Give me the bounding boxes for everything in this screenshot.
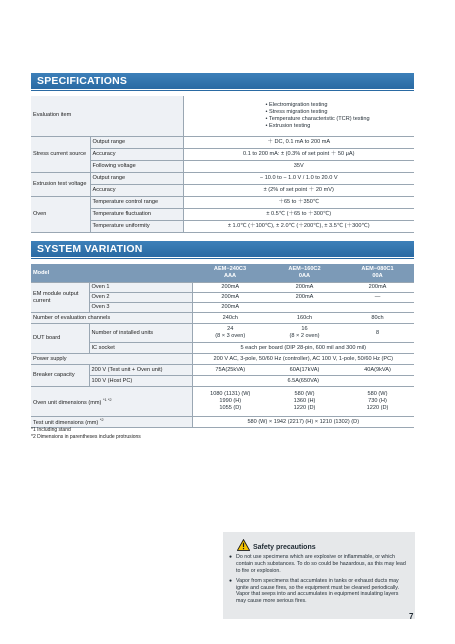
oven-label: Oven <box>31 196 90 232</box>
model-col-240 <box>192 264 268 283</box>
page-number: 7 <box>409 612 414 621</box>
cell <box>192 387 268 417</box>
evaluation-item-list <box>183 96 414 136</box>
specifications-header <box>31 73 414 89</box>
safety-item: ● Do not use specimens which are explosive or inflammable, or which contain such substances. To do so could be hazardous, as this may lead to fire or explosion. <box>229 554 409 575</box>
system-variation-header <box>31 241 414 257</box>
spec-value: 0.1 to 200 mA: ± (0.3% of set point ＋ 50 μA) <box>183 148 414 160</box>
spec-value: ＋65 to ＋350℃ <box>183 196 414 208</box>
safety-title: Safety precautions <box>253 543 316 551</box>
spec-sub-label: Accuracy <box>90 184 183 196</box>
cell-line: 1220 (D) <box>366 404 389 411</box>
specifications-title: SPECIFICATIONS <box>37 75 128 87</box>
model-col-160 <box>268 264 341 283</box>
breaker-label: Breaker capacity <box>31 365 89 387</box>
footnote-ref: *1 *2 <box>102 396 112 402</box>
evaluation-bullet: • Stress migration testing <box>265 108 328 115</box>
model-suffix: 0AA <box>298 273 311 279</box>
cell: 200mA <box>268 293 341 303</box>
safety-item: ● Vapor from specimens that accumlates in tanks or exhaust ducts may ignite and cause fires, so the equipment must be cleaned periodically. Vapor that seeps into and accumulates in equipment insulating layers may cause more serious fires. <box>229 578 409 606</box>
row-label: Number of installed units <box>89 324 192 343</box>
cell: 80ch <box>341 313 414 324</box>
cell-line: (8 × 2 oven) <box>289 333 320 339</box>
table-row <box>31 324 414 343</box>
cell-line: 24 <box>227 326 234 333</box>
table-row <box>31 376 414 387</box>
cell: 60A(17kVA) <box>268 365 341 376</box>
cell <box>192 324 268 343</box>
cell <box>341 303 414 313</box>
cell-line: 580 (W) <box>294 391 315 398</box>
spec-sub-label: Temperature fluctuation <box>90 208 183 220</box>
cell-line: 730 (H) <box>368 398 387 404</box>
spec-row <box>31 136 414 148</box>
spec-sub-label: Accuracy <box>90 148 183 160</box>
safety-precautions-box <box>223 532 415 619</box>
evaluation-bullet: • Extrusion testing <box>265 122 311 129</box>
table-row <box>31 387 414 417</box>
spec-value: 35V <box>183 160 414 172</box>
spec-value: ± 1.0℃ (＋100℃), ± 2.0℃ (＋200℃), ± 3.5℃ (＋300℃) <box>183 220 414 232</box>
row-label: Oven 2 <box>89 293 192 303</box>
table-row <box>31 283 414 293</box>
power-supply-label: Power supply <box>31 354 192 365</box>
row-label: Oven 1 <box>89 283 192 293</box>
row-label: 100 V (Host PC) <box>89 376 192 387</box>
footnote: *2 Dimensions in parentheses include protrusions <box>31 433 141 440</box>
table-row <box>31 354 414 365</box>
model-name: AEM−160C2 <box>288 266 321 273</box>
table-row <box>31 365 414 376</box>
table-row <box>31 313 414 324</box>
cell: 75A(25kVA) <box>192 365 268 376</box>
row-label: Oven 3 <box>89 303 192 313</box>
model-suffix: 00A <box>372 273 383 279</box>
spec-sub-label: Temperature uniformity <box>90 220 183 232</box>
test-dims-text: Test unit dimensions (mm) <box>33 419 99 426</box>
oven-dims-label <box>31 387 192 417</box>
channels-label: Number of evaluation channels <box>31 313 192 324</box>
cell: 200mA <box>192 293 268 303</box>
spec-value: ± (2% of set point ＋ 20 mV) <box>183 184 414 196</box>
system-variation-table <box>31 264 414 428</box>
cell-line: 1220 (D) <box>293 404 316 411</box>
model-col-080 <box>341 264 414 283</box>
row-label: 200 V (Test unit + Oven unit) <box>89 365 192 376</box>
spec-sub-label: Output range <box>90 172 183 184</box>
em-output-label: EM module output current <box>31 283 89 313</box>
table-row <box>31 343 414 354</box>
model-name: AEM−240C3 <box>213 266 247 273</box>
spec-value: ＋ DC, 0.1 mA to 200 mA <box>183 136 414 148</box>
spec-row-evaluation <box>31 96 414 136</box>
specifications-table <box>31 96 414 233</box>
cell: 40A(9kVA) <box>341 365 414 376</box>
cell <box>268 387 341 417</box>
spec-sub-label: Output range <box>90 136 183 148</box>
cell-line: (8 × 3 oven) <box>215 333 246 339</box>
cell: 580 (W) × 1942 (2217) (H) × 1210 (1302) (D) <box>192 417 414 428</box>
spec-value: − 10.0 to − 1.0 V / 1.0 to 20.0 V <box>183 172 414 184</box>
cell: 160ch <box>268 313 341 324</box>
spec-sub-label: Temperature control range <box>90 196 183 208</box>
dut-board-label: DUT board <box>31 324 89 354</box>
evaluation-bullet: • Electromigration testing <box>265 101 328 108</box>
model-header: Model <box>31 264 192 283</box>
row-label: IC socket <box>89 343 192 354</box>
spec-sub-label: Following voltage <box>90 160 183 172</box>
table-row <box>31 303 414 313</box>
cell-line: 1990 (H) <box>219 398 242 404</box>
system-variation-title: SYSTEM VARIATION <box>37 243 143 255</box>
cell-line: 1080 (1131) (W) <box>210 391 251 398</box>
safety-list <box>229 554 409 608</box>
test-dims-label <box>31 417 192 428</box>
table-row <box>31 417 414 428</box>
spec-row <box>31 196 414 208</box>
cell: 200 V AC, 3-pole, 50/60 Hz (controller), AC 100 V, 1-pole, 50/60 Hz (PC) <box>192 354 414 365</box>
footnote-ref: *2 <box>99 417 104 423</box>
stress-current-label: Stress current source <box>31 136 90 172</box>
cell: 240ch <box>192 313 268 324</box>
footnote: *1 Including stand <box>31 427 71 433</box>
spec-row <box>31 172 414 184</box>
model-name: AEM−080C1 <box>361 266 394 273</box>
extrusion-voltage-label: Extrusion test voltage <box>31 172 90 196</box>
evaluation-item-label: Evaluation item <box>31 96 183 136</box>
oven-dims-text: Oven unit dimensions (mm) <box>33 399 102 406</box>
cell: 200mA <box>341 283 414 293</box>
footnotes <box>31 427 141 441</box>
cell: 5 each per board (DIP 28-pin, 600 mil and 300 mil) <box>192 343 414 354</box>
cell-line: 580 (W) <box>367 391 388 398</box>
table-row <box>31 293 414 303</box>
cell <box>268 303 341 313</box>
evaluation-bullet: • Temperature characteristic (TCR) testing <box>265 115 370 122</box>
spec-value: ± 0.5℃ (＋65 to ＋300℃) <box>183 208 414 220</box>
cell: 6.5A(650VA) <box>192 376 414 387</box>
cell <box>341 387 414 417</box>
cell: 200mA <box>192 283 268 293</box>
cell: 200mA <box>268 283 341 293</box>
system-header-row <box>31 264 414 283</box>
cell-line: 16 <box>301 326 308 333</box>
cell-line: 1360 (H) <box>293 398 316 404</box>
model-suffix: AAA <box>223 273 237 279</box>
cell: — <box>341 293 414 303</box>
cell <box>268 324 341 343</box>
cell-line: 1055 (D) <box>219 404 242 411</box>
cell: 8 <box>341 324 414 343</box>
cell: 200mA <box>192 303 268 313</box>
